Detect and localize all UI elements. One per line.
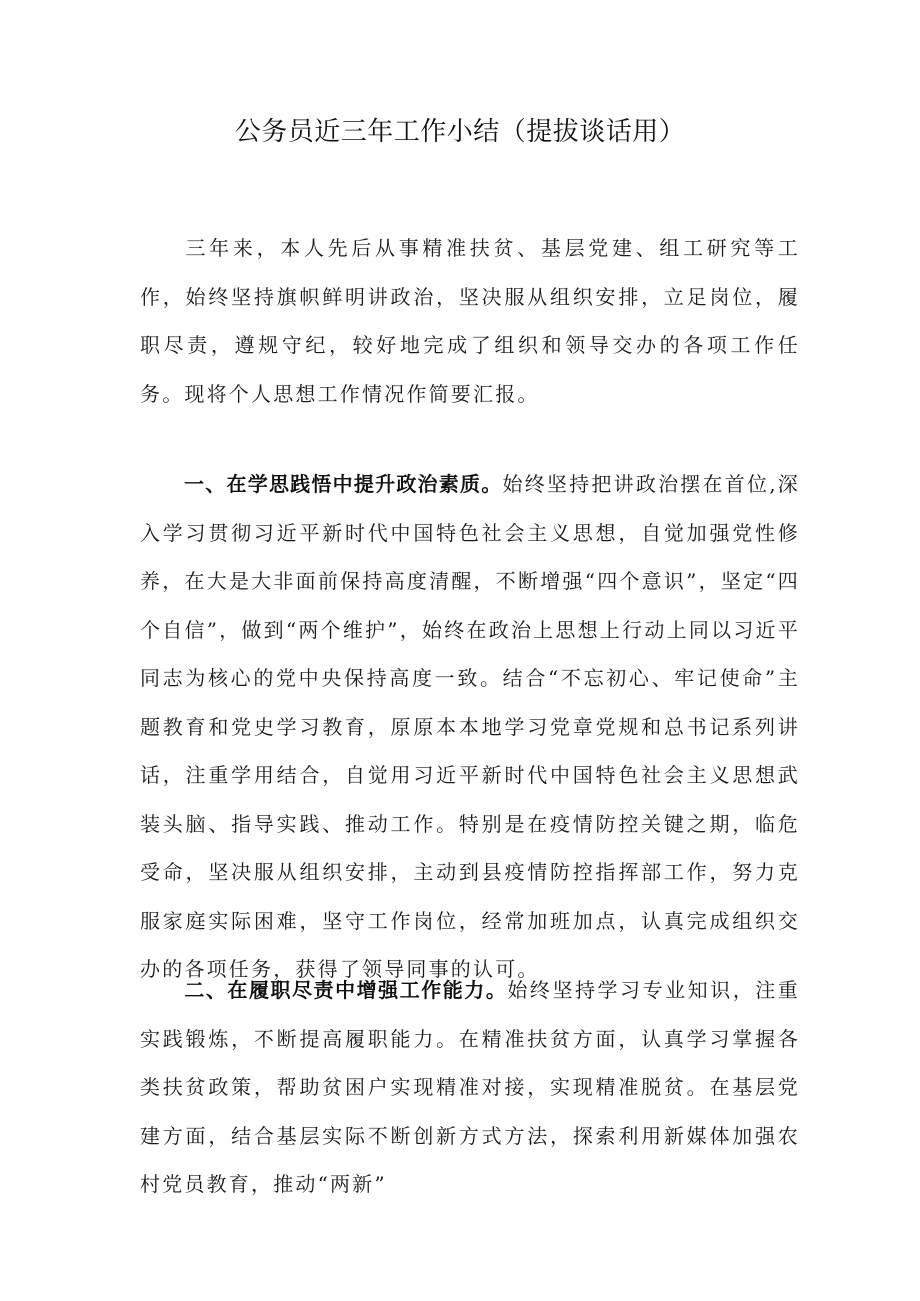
section-two-text: 始终坚持学习专业知识，注重实践锻炼，不断提高履职能力。在精准扶贫方面，认真学习掌握各类扶贫政策，帮助贫困户实现精准对接，实现精准脱贫。在基层党建方面，结合基层实际不断创新方式方法，探索利用新媒体加强农村党员教育，推动“两新” [140, 978, 800, 1196]
section-one-paragraph [140, 460, 800, 994]
section-two-paragraph [140, 966, 800, 1209]
document-title: 公务员近三年工作小结（提拔谈话用） [234, 117, 686, 147]
intro-paragraph [140, 224, 800, 418]
section-one-text: 始终坚持把讲政治摆在首位,深入学习贯彻习近平新时代中国特色社会主义思想，自觉加强党性修养，在大是大非面前保持高度清醒，不断增强“四个意识”，坚定“四个自信”，做到“两个维护”，始终在政治上思想上行动上同以习近平同志为核心的党中央保持高度一致。结合“不忘初心、牢记使命”主题教育和党史学习教育，原原本本地学习党章党规和总书记系列讲话，注重学用结合，自觉用习近平新时代中国特色社会主义思想武装头脑、指导实践、推动工作。特别是在疫情防控关键之期，临危受命，坚决服从组织安排，主动到县疫情防控指挥部工作，努力克服家庭实际困难，坚守工作岗位，经常加班加点，认真完成组织交办的各项任务，获得了领导同事的认可。 [140, 472, 800, 981]
section-two-heading: 二、在履职尽责中增强工作能力。 [184, 978, 508, 1002]
intro-paragraph-text: 三年来，本人先后从事精准扶贫、基层党建、组工研究等工作，始终坚持旗帜鲜明讲政治，坚决服从组织安排，立足岗位，履职尽责，遵规守纪，较好地完成了组织和领导交办的各项工作任务。现将个人思想工作情况作简要汇报。 [140, 236, 800, 406]
section-one-heading: 一、在学思践悟中提升政治素质。 [184, 472, 503, 496]
